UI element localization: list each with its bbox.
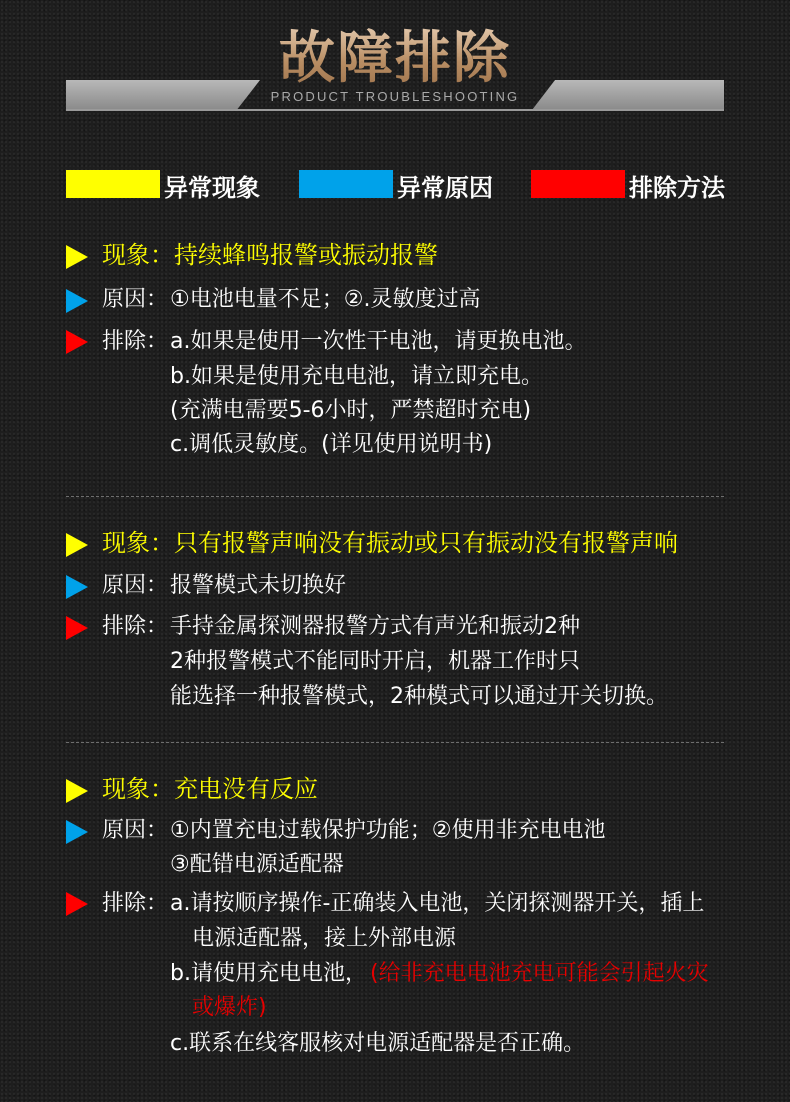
section-3-fix-warning: (给非充电电池充电可能会引起火灾 xyxy=(370,961,709,986)
fix-arrow-icon xyxy=(66,892,88,916)
section-3-fix-label: 排除： xyxy=(102,891,169,916)
section-1-phenomenon: 现象：持续蜂鸣报警或振动报警 xyxy=(102,241,438,269)
section-3-phenomenon: 现象：充电没有反应 xyxy=(102,775,318,803)
section-1-fix-label: 排除： xyxy=(102,329,169,354)
section-3-fix-warning: 或爆炸) xyxy=(192,995,267,1020)
section-3-cause-label: 原因： xyxy=(102,818,169,843)
legend-label-phenomenon: 异常现象 xyxy=(164,174,260,202)
phenomenon-arrow-icon xyxy=(66,533,88,557)
legend-swatch-fix xyxy=(531,170,625,198)
section-2-fix-line: 手持金属探测器报警方式有声光和振动2种 xyxy=(170,614,580,639)
section-2-cause-label: 原因： xyxy=(102,573,169,598)
section-1-cause-line: ①电池电量不足；②.灵敏度过高 xyxy=(170,287,481,312)
section-1-fix-line: b.如果是使用充电电池，请立即充电。 xyxy=(170,364,543,389)
section-3-fix-line: b.请使用充电电池， xyxy=(170,961,367,986)
legend-label-cause: 异常原因 xyxy=(397,174,493,202)
section-3-cause-line: ①内置充电过载保护功能；②使用非充电电池 xyxy=(170,818,606,843)
section-2-fix-line: 2种报警模式不能同时开启，机器工作时只 xyxy=(170,649,580,674)
legend-label-fix: 排除方法 xyxy=(629,174,725,202)
header-bar-left xyxy=(66,80,260,110)
section-2-cause-line: 报警模式未切换好 xyxy=(170,573,347,598)
header-bar-right xyxy=(532,80,724,110)
section-2-fix-label: 排除： xyxy=(102,614,169,639)
section-2-phenomenon: 现象：只有报警声响没有振动或只有振动没有报警声响 xyxy=(102,529,678,557)
page-subtitle: PRODUCT TROUBLESHOOTING xyxy=(270,89,520,104)
phenomenon-arrow-icon xyxy=(66,245,88,269)
legend-swatch-phenomenon xyxy=(66,170,160,198)
section-2-fix-line: 能选择一种报警模式，2种模式可以通过开关切换。 xyxy=(170,684,668,709)
section-3-fix-line: a.请按顺序操作-正确装入电池，关闭探测器开关，插上 xyxy=(170,891,705,916)
section-1-fix-line: a.如果是使用一次性干电池，请更换电池。 xyxy=(170,329,587,354)
page-title: 故障排除 xyxy=(0,14,790,94)
phenomenon-arrow-icon xyxy=(66,779,88,803)
section-1-cause-label: 原因： xyxy=(102,287,169,312)
cause-arrow-icon xyxy=(66,575,88,599)
cause-arrow-icon xyxy=(66,289,88,313)
section-divider xyxy=(66,742,724,743)
fix-arrow-icon xyxy=(66,330,88,354)
section-divider xyxy=(66,496,724,497)
fix-arrow-icon xyxy=(66,616,88,640)
section-1-fix-line: c.调低灵敏度。(详见使用说明书) xyxy=(170,432,493,457)
cause-arrow-icon xyxy=(66,820,88,844)
section-1-fix-line: (充满电需要5-6小时，严禁超时充电) xyxy=(170,398,532,423)
section-3-fix-line: 电源适配器，接上外部电源 xyxy=(192,926,457,951)
section-3-cause-line: ③配错电源适配器 xyxy=(170,852,344,877)
legend-swatch-cause xyxy=(299,170,393,198)
section-3-fix-line: c.联系在线客服核对电源适配器是否正确。 xyxy=(170,1031,586,1056)
header-underline xyxy=(66,109,724,111)
